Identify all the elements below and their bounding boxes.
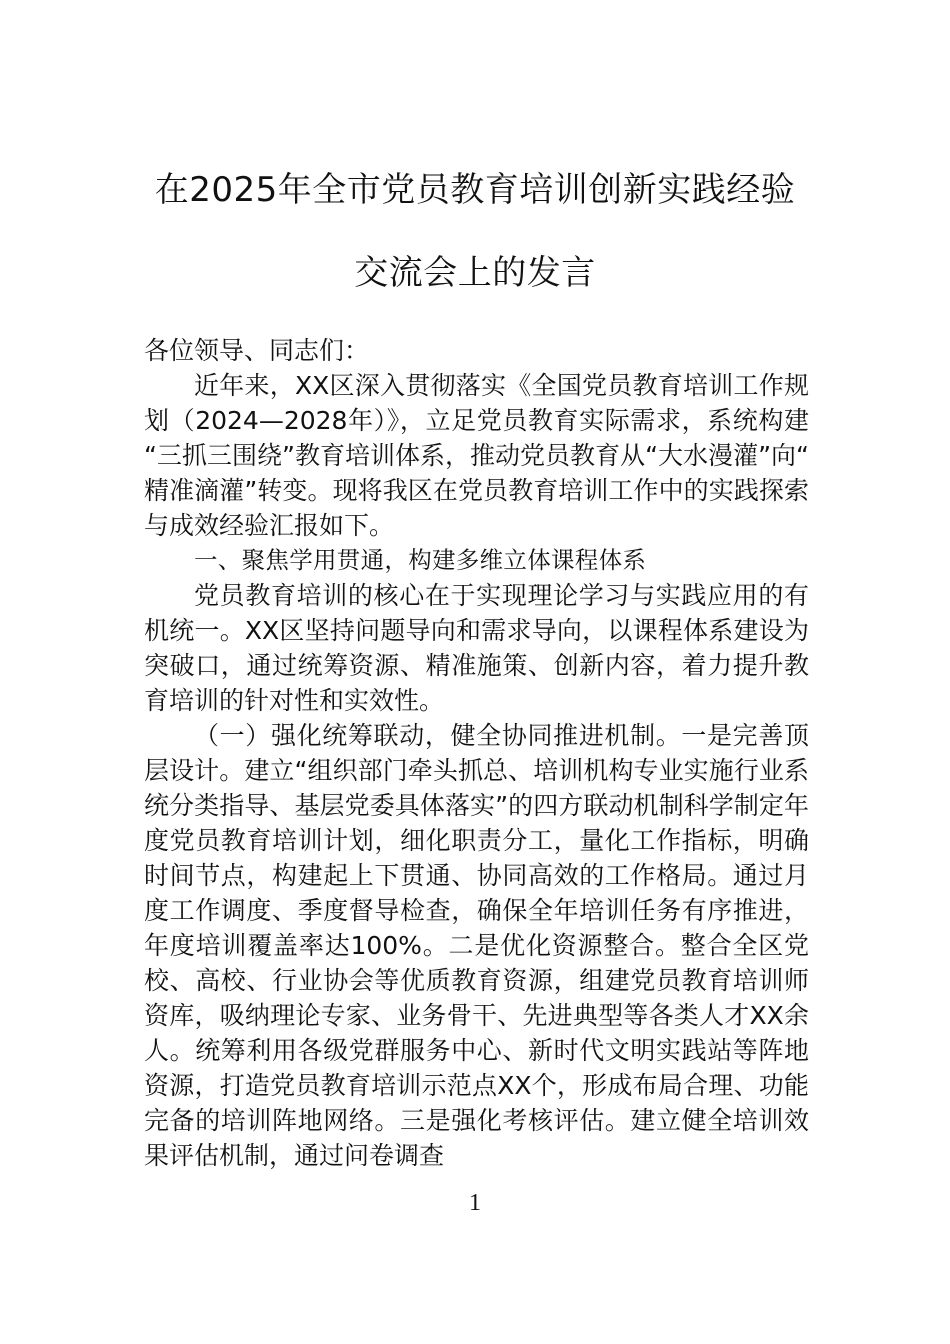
- title-line-2: 交流会上的发言: [354, 253, 596, 293]
- title-line-1: 在2025年全市党员教育培训创新实践经验: [154, 170, 796, 210]
- page-number: 1: [469, 1190, 481, 1216]
- section-1-paragraph: 党员教育培训的核心在于实现理论学习与实践应用的有机统一。XX区坚持问题导向和需求导向，以课程体系建设为突破口，通过统筹资源、精准施策、创新内容，着力提升教育培训的针对性和实效性。: [144, 581, 809, 715]
- section-heading-1: 一、聚焦学用贯通，构建多维立体课程体系: [194, 546, 647, 574]
- document-body: [144, 333, 809, 1173]
- intro-paragraph: 近年来，XX区深入贯彻落实《全国党员教育培训工作规划（2024—2028年）》，立足党员教育实际需求，系统构建“三抓三围绕”教育培训体系，推动党员教育从“大水漫灌”向“精准滴灌”转变。现将我区在党员教育培训工作中的实践探索与成效经验汇报如下。: [144, 371, 809, 540]
- salutation: 各位领导、同志们：: [144, 336, 370, 365]
- document-title: [120, 168, 830, 296]
- subsection-1-paragraph: （一）强化统筹联动，健全协同推进机制。一是完善顶层设计。建立“组织部门牵头抓总、培训机构专业实施行业系统分类指导、基层党委具体落实”的四方联动机制科学制定年度党员教育培训计划，细化职责分工，量化工作指标，明确时间节点，构建起上下贯通、协同高效的工作格局。通过月度工作调度、季度督导检查，确保全年培训任务有序推进，年度培训覆盖率达100%。二是优化资源整合。整合全区党校、高校、行业协会等优质教育资源，组建党员教育培训师资库，吸纳理论专家、业务骨干、先进典型等各类人才XX余人。统筹利用各级党群服务中心、新时代文明实践站等阵地资源，打造党员教育培训示范点XX个，形成布局合理、功能完备的培训阵地网络。三是强化考核评估。建立健全培训效果评估机制，通过问卷调查: [144, 721, 809, 1170]
